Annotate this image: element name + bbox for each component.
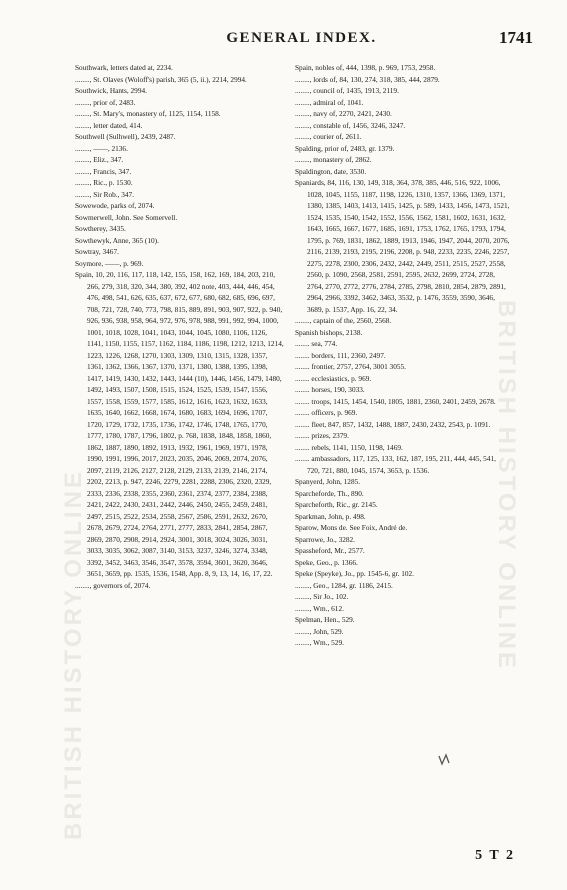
index-entry: ........, Geo., 1284, gr. 1186, 2415. [295, 580, 393, 590]
index-entry: Sparow, Mons de. See Foix, André de. [295, 523, 408, 532]
index-entry: Speke (Speyke), Jo., pp. 1545-6, gr. 102. [295, 569, 414, 578]
index-entry: ........ troops, 1415, 1454, 1540, 1805, 1881, 2360, 2401, 2459, 2678. [295, 396, 496, 406]
index-entry: ........, Sir Jo., 102. [295, 592, 349, 601]
index-column-left [75, 62, 285, 591]
index-entry: ........, courier of, 2611. [295, 132, 362, 141]
index-entry: ........ sea, 774. [295, 339, 338, 348]
index-entry: ........, Sir Rob., 347. [75, 189, 134, 199]
index-entry: Spaniards, 84, 116, 130, 149, 318, 364, 378, 385, 446, 516, 922, 1006, 1028, 1045, 1155, 1187, 1198, 1226, 1310, 1357, 1366, 1369, 1371, 1380, 1385, 1403, 1413, 1415, 1425, p. 589, 1433, 1456, 1473, 1521, 1524, 1535, 1540, 1542, 1552, 1556, 1562, 1581, 1602, 1631, 1632, 1643, 1665, 1667, 1677, 1685, 1691, 1753, 1762, 1765, 1793, 1794, 1795, p. 769, 1831, 1862, 1889, 1913, 1946, 1947, 2044, 2070, 2076, 2116, 2139, 2193, 2195, 2196, 2208, p. 948, 2233, 2235, 2246, 2257, 2275, 2278, 2300, 2306, 2432, 2442, 2449, 2511, 2515, 2527, 2558, 2560, p. 1090, 2568, 2581, 2591, 2595, 2632, 2699, 2724, 2728, 2764, 2770, 2772, 2776, 2784, 2785, 2798, 2810, 2854, 2879, 2891, 2964, 2966, 3392, 3462, 3463, 3532, p. 1476, 3559, 3590, 3646, 3689, p. 1537, App. 16, 22, 34. [295, 178, 510, 314]
index-entry: ........, St. Mary's, monastery of, 1125, 1154, 1158. [75, 109, 221, 118]
index-entry: Spain, 10, 20, 116, 117, 118, 142, 155, 158, 162, 169, 184, 203, 210, 266, 279, 318, 320, 344, 380, 392, 402 note, 403, 444, 446, 454, 476, 498, 541, 626, 635, 637, 672, 677, 680, 682, 685, 696, 697, 708, 721, 728, 740, 773, 798, 815, 889, 891, 903, 907, 922, p. 940, 926, 936, 938, 958, 964, 972, 976, 978, 988, 991, 992, 994, 1000, 1001, 1018, 1028, 1041, 1043, 1044, 1045, 1080, 1106, 1126, 1141, 1150, 1155, 1157, 1162, 1184, 1186, 1198, 1212, 1213, 1214, 1223, 1226, 1268, 1270, 1303, 1309, 1310, 1315, 1328, 1357, 1361, 1362, 1366, 1367, 1370, 1371, 1380, 1388, 1395, 1398, 1417, 1419, 1430, 1432, 1443, 1444 (10), 1446, 1456, 1479, 1480, 1492, 1493, 1507, 1508, 1515, 1524, 1525, 1539, 1547, 1556, 1557, 1558, 1559, 1577, 1585, 1612, 1616, 1623, 1632, 1633, 1635, 1640, 1662, 1668, 1674, 1680, 1683, 1694, 1696, 1707, 1720, 1729, 1732, 1735, 1736, 1742, 1746, 1748, 1765, 1770, 1777, 1780, 1787, 1796, 1802, p. 768, 1838, 1848, 1858, 1860, 1862, 1887, 1890, 1892, 1913, 1932, 1961, 1969, 1971, 1978, 1990, 1991, 1996, 2017, 2023, 2035, 2046, 2069, 2074, 2076, 2097, 2119, 2126, 2127, 2128, 2129, 2133, 2139, 2146, 2174, 2202, 2213, p. 947, 2246, 2279, 2281, 2288, 2306, 2320, 2329, 2333, 2336, 2338, 2355, 2360, 2361, 2374, 2377, 2384, 2388, 2421, 2422, 2430, 2431, 2442, 2446, 2450, 2455, 2459, 2481, 2497, 2515, 2522, 2534, 2558, 2567, 2586, 2591, 2632, 2670, 2678, 2679, 2724, 2764, 2771, 2777, 2833, 2841, 2854, 2867, 2869, 2870, 2908, 2914, 2924, 3001, 3018, 3024, 3026, 3031, 3033, 3035, 3062, 3087, 3140, 3153, 3237, 3246, 3274, 3348, 3392, 3452, 3463, 3546, 3547, 3578, 3594, 3601, 3620, 3646, 3651, 3659, pp. 1535, 1536, 1548, App. 8, 9, 13, 14, 16, 17, 22. [75, 270, 284, 578]
index-entry: Sparcheforde, Th., 890. [295, 488, 364, 498]
index-entry: Soymore, ——, p. 969. [75, 258, 144, 268]
index-entry: ........, admiral of, 1041. [295, 97, 364, 107]
index-entry: ........, council of, 1435, 1913, 2119. [295, 86, 399, 95]
index-entry: Spanyerd, John, 1285. [295, 477, 361, 486]
index-entry: ........, Wm., 529. [295, 638, 344, 647]
index-entry: ........, governors of, 2074. [75, 580, 151, 590]
index-entry: ........ rebels, 1141, 1150, 1198, 1469. [295, 442, 403, 452]
index-entry: Sowmerwell, John. See Somervell. [75, 212, 178, 222]
index-entry: ........, St. Olaves (Woloff's) parish, 365 (5, ii.), 2214, 2994. [75, 74, 247, 84]
index-entry: ........, navy of, 2270, 2421, 2430. [295, 109, 392, 118]
signature-mark: 5 T 2 [475, 848, 515, 863]
index-entry: Sparrowe, Jo., 3282. [295, 534, 355, 544]
index-entry: Spelman, Hen., 529. [295, 615, 355, 624]
index-entry: Speke, Geo., p. 1366. [295, 557, 358, 567]
index-entry: ........, prior of, 2483. [75, 97, 136, 107]
watermark-left: BRITISH HISTORY ONLINE [60, 469, 87, 840]
index-entry: Sowthewyk, Anne, 365 (10). [75, 235, 159, 245]
index-entry: ........ fleet, 847, 857, 1432, 1488, 1887, 2430, 2432, 2543, p. 1091. [295, 419, 491, 429]
index-entry: ........, John, 529. [295, 626, 344, 636]
watermark-right: BRITISH HISTORY ONLINE [493, 300, 520, 671]
pencil-annotation-icon [437, 753, 451, 767]
index-entry: Southwell (Sulhwell), 2439, 2487. [75, 132, 176, 141]
index-entry: ........, lords of, 84, 130, 274, 318, 385, 444, 2879. [295, 74, 440, 84]
index-entry: ........, Eliz., 347. [75, 155, 124, 164]
index-entry: Sowewode, parks of, 2074. [75, 201, 155, 210]
index-entry: Spanish bishops, 2138. [295, 327, 363, 337]
index-entry: ........ borders, 111, 2360, 2497. [295, 350, 386, 360]
index-entry: ........ prizes, 2379. [295, 431, 349, 440]
index-entry: ........, ——, 2136. [75, 143, 128, 153]
index-entry: Sowtray, 3467. [75, 247, 119, 256]
page-number: 1741 [499, 28, 533, 47]
index-entry: ........ frontier, 2757, 2764, 3001 3055. [295, 362, 406, 371]
index-entry: Southwark, letters dated at, 2234. [75, 63, 173, 72]
index-entry: Sowtherey, 3435. [75, 224, 126, 233]
index-entry: Spassheford, Mr., 2577. [295, 546, 365, 555]
index-entry: ........, constable of, 1456, 3246, 3247. [295, 120, 406, 130]
index-entry: ........, captain of the, 2560, 2568. [295, 316, 392, 325]
index-entry: Sparkman, John, p. 498. [295, 511, 366, 521]
index-entry: ........, monastery of, 2862. [295, 155, 372, 164]
index-entry: ........ ecclesiastics, p. 969. [295, 373, 372, 383]
index-entry: Sparcheforth, Ric., gr. 2145. [295, 500, 378, 509]
index-column-right [295, 62, 510, 649]
index-entry: ........, letter dated, 414. [75, 120, 143, 130]
index-entry: Spaldington, date, 3530. [295, 166, 367, 176]
index-entry: Spalding, prior of, 2483, gr. 1379. [295, 143, 395, 153]
page-header [70, 28, 533, 50]
index-entry: ........ horses, 190, 3033. [295, 385, 365, 394]
index-entry: ........ officers, p. 969. [295, 408, 358, 417]
index-entry: ........, Francis, 347. [75, 166, 132, 176]
page-title: GENERAL INDEX. [226, 30, 377, 46]
index-entry: ........ ambassadors, 117, 125, 133, 162, 187, 195, 211, 444, 445, 541, 720, 721, 880, 1045, 1574, 3653, p. 1536. [295, 454, 496, 475]
index-entry: ........, Ric., p. 1530. [75, 178, 133, 187]
index-entry: ........, Wm., 612. [295, 603, 344, 613]
index-entry: Southwick, Hants, 2994. [75, 86, 147, 95]
index-entry: Spain, nobles of, 444, 1398, p. 969, 1753, 2958. [295, 63, 436, 72]
